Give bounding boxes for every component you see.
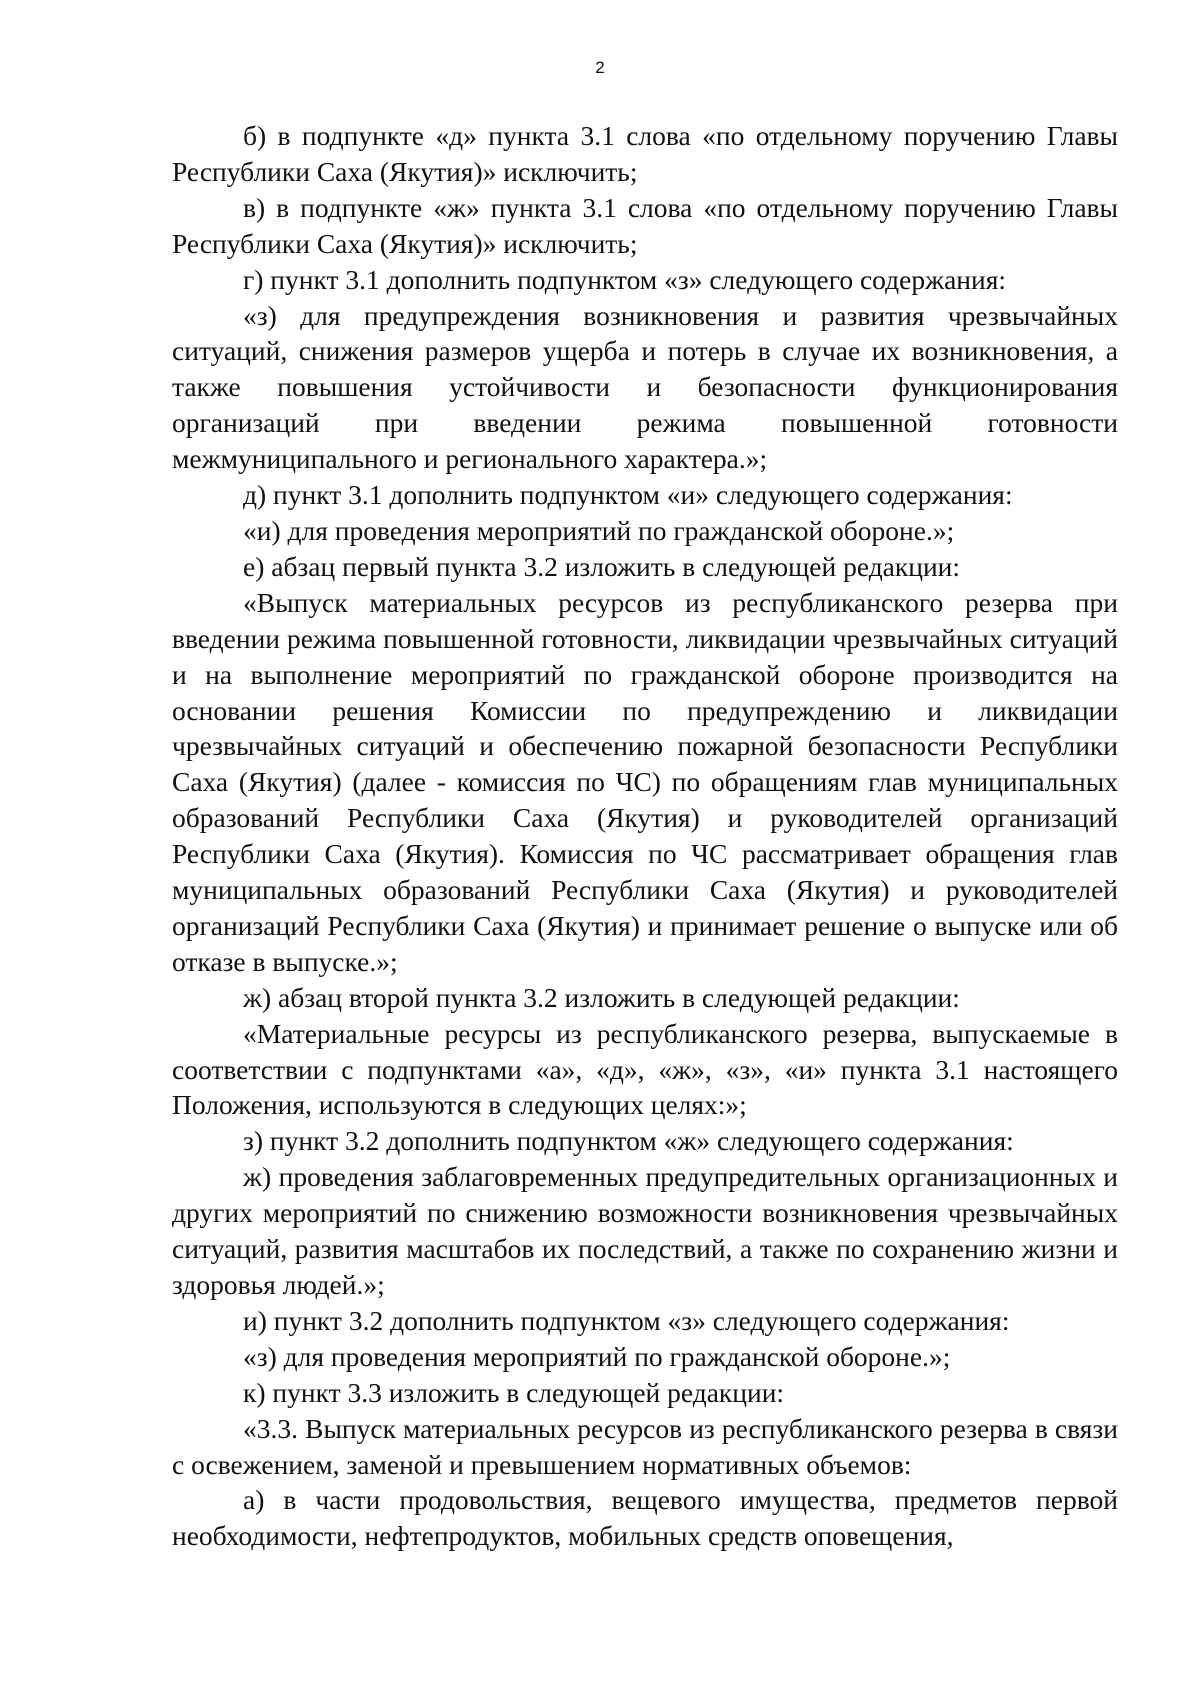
paragraph-k-a: а) в части продовольствия, вещевого имущества, предметов первой необходимости, нефтепродуктов, мобильных средств оповещения, [172, 1484, 1118, 1552]
paragraph-zh: ж) абзац второй пункта 3.2 изложить в следующей редакции: [243, 981, 960, 1013]
paragraph-k-quote: «3.3. Выпуск материальных ресурсов из республиканского резерва в связи с освежением, заменой и превышением нормативных объемов: [172, 1412, 1118, 1480]
paragraph-d: д) пункт 3.1 дополнить подпунктом «и» следующего содержания: [243, 479, 1013, 511]
paragraph-g: г) пункт 3.1 дополнить подпунктом «з» следующего содержания: [243, 263, 1007, 295]
page-number: 2 [595, 58, 605, 77]
paragraph-i-quote: «з) для проведения мероприятий по гражданской обороне.»; [243, 1340, 951, 1372]
paragraph-e: е) абзац первый пункта 3.2 изложить в следующей редакции: [243, 550, 961, 582]
paragraph-v: в) в подпункте «ж» пункта 3.1 слова «по отдельному поручению Главы Республики Саха (Якутия)» исключить; [172, 191, 1118, 259]
paragraph-e-quote: «Выпуск материальных ресурсов из республиканского резерва при введении режима повышенной готовности, ликвидации чрезвычайных ситуаций и на выполнение мероприятий по гражданской обороне производится на основании решения Комиссии по предупреждению и ликвидации чрезвычайных ситуаций и обеспечению пожарной безопасности Республики Саха (Якутия) (далее - комиссия по ЧС) по обращениям глав муниципальных образований Республики Саха (Якутия) и руководителей организаций Республики Саха (Якутия). Комиссия по ЧС рассматривает обращения глав муниципальных образований Республики Саха (Якутия) и руководителей организаций Республики Саха (Якутия) и принимает решение о выпуске или об отказе в выпуске.»; [172, 586, 1118, 977]
document-body [172, 118, 1118, 1554]
paragraph-z: з) пункт 3.2 дополнить подпунктом «ж» следующего содержания: [243, 1125, 1014, 1157]
paragraph-b: б) в подпункте «д» пункта 3.1 слова «по отдельному поручению Главы Республики Саха (Якутия)» исключить; [172, 120, 1118, 187]
paragraph-k: к) пункт 3.3 изложить в следующей редакции: [243, 1376, 785, 1408]
paragraph-zh-quote: «Материальные ресурсы из республиканского резерва, выпускаемые в соответствии с подпунктами «а», «д», «ж», «з», «и» пункта 3.1 настоящего Положения, используются в следующих целях:»; [172, 1017, 1118, 1121]
paragraph-i: и) пункт 3.2 дополнить подпунктом «з» следующего содержания: [243, 1304, 1010, 1336]
paragraph-g-quote: «з) для предупреждения возникновения и развития чрезвычайных ситуаций, снижения размеров ущерба и потерь в случае их возникновения, а также повышения устойчивости и безопасности функционирования организаций при введении режима повышенной готовности межмуниципального и регионального характера.»; [172, 299, 1118, 475]
paragraph-z-quote: ж) проведения заблаговременных предупредительных организационных и других мероприятий по снижению возможности возникновения чрезвычайных ситуаций, развития масштабов их последствий, а также по сохранению жизни и здоровья людей.»; [172, 1161, 1118, 1300]
paragraph-d-quote: «и) для проведения мероприятий по гражданской обороне.»; [243, 514, 955, 546]
